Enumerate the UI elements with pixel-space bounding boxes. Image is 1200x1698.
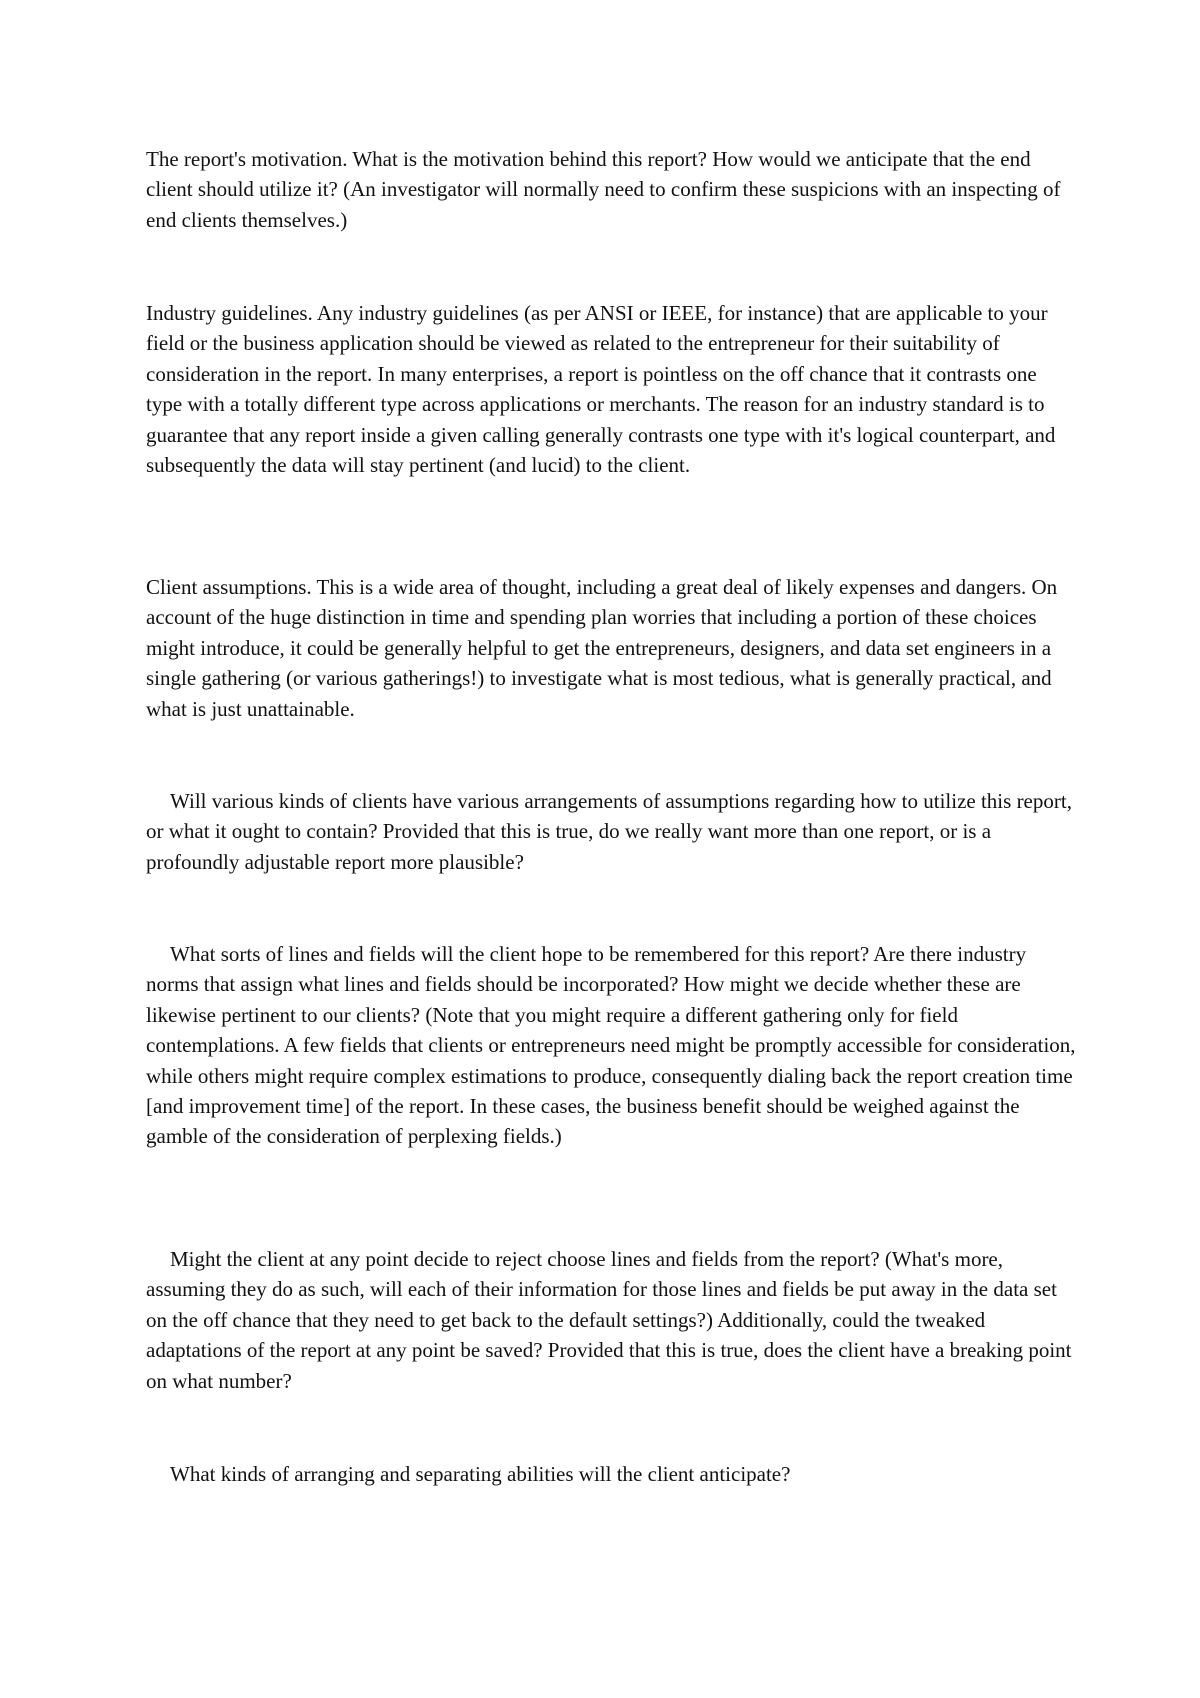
paragraph-industry-guidelines: Industry guidelines. Any industry guidelines (as per ANSI or IEEE, for instance) that are applicable to your field or the business application should be viewed as related to the entrepreneur for their suitability of consideration in the report. In many enterprises, a report is pointless on the off chance that it contrasts one type with a totally different type across applications or merchants. The reason for an industry standard is to guarantee that any report inside a given calling generally contrasts one type with it's logical counterpart, and subsequently the data will stay pertinent (and lucid) to the client. bbox=[146, 301, 1056, 478]
paragraph-lines-and-fields: What sorts of lines and fields will the client hope to be remembered for this report? Are there industry norms that assign what lines and fields should be incorporated? How might we decide whether these are likewise pertinent to our clients? (Note that you might require a different gathering only for field contemplations. A few fields that clients or entrepreneurs need might be promptly accessible for consideration, while others might require complex estimations to produce, consequently dialing back the report creation time [and improvement time] of the report. In these cases, the business benefit should be weighed against the gamble of the consideration of perplexing fields.) bbox=[146, 942, 1076, 1149]
paragraph-sorting-filtering: What kinds of arranging and separating abilities will the client anticipate? bbox=[170, 1462, 791, 1486]
paragraph-reject-lines-fields: Might the client at any point decide to reject choose lines and fields from the report? (What's more, assuming they do as such, will each of their information for those lines and fields be put away in the data set on the off chance that they need to get back to the default settings?) Additionally, could the tweaked adaptations of the report at any point be saved? Provided that this is true, does the client have a breaking point on what number? bbox=[146, 1247, 1072, 1393]
paragraph-client-kinds: Will various kinds of clients have various arrangements of assumptions regarding how to utilize this report, or what it ought to contain? Provided that this is true, do we really want more than one report, or is a profoundly adjustable report more plausible? bbox=[146, 789, 1072, 874]
paragraph-report-motivation: The report's motivation. What is the motivation behind this report? How would we anticipate that the end client should utilize it? (An investigator will normally need to confirm these suspicions with an inspecting of end clients themselves.) bbox=[146, 147, 1061, 232]
paragraph-client-assumptions: Client assumptions. This is a wide area of thought, including a great deal of likely expenses and dangers. On account of the huge distinction in time and spending plan worries that including a portion of these choices might introduce, it could be generally helpful to get the entrepreneurs, designers, and data set engineers in a single gathering (or various gatherings!) to investigate what is most tedious, what is generally practical, and what is just unattainable. bbox=[146, 575, 1058, 721]
